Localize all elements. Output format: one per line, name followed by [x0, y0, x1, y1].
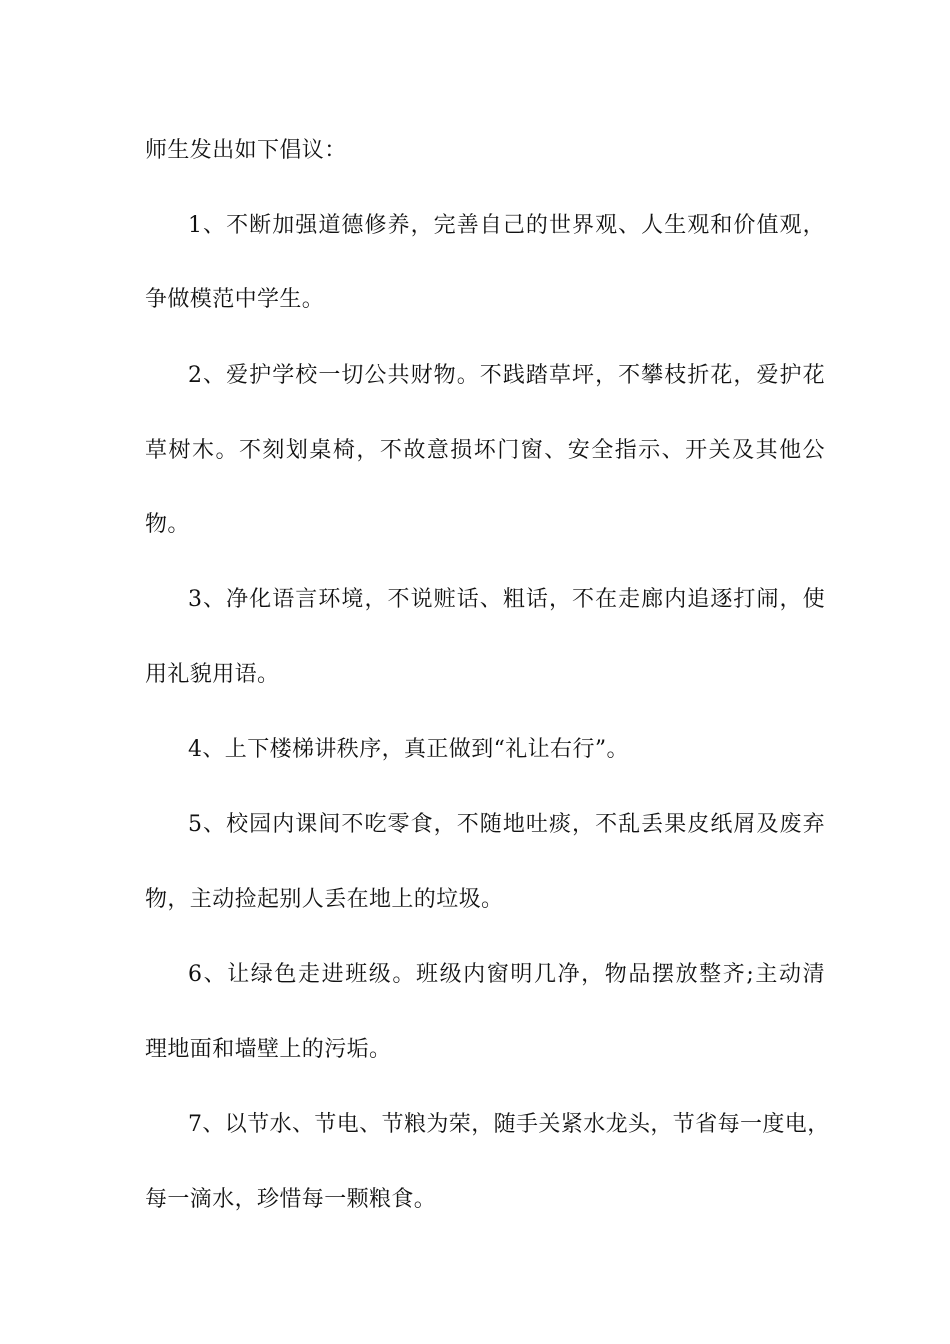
- intro-line: 师生发出如下倡议：: [145, 138, 347, 163]
- item-2-line-1: 2、爱护学校一切公共财物。不践踏草坪，不攀枝折花，爱护花: [188, 363, 825, 388]
- item-2-line-2: 草树木。不刻划桌椅，不故意损坏门窗、安全指示、开关及其他公: [145, 438, 825, 463]
- item-7-line-2: 每一滴水，珍惜每一颗粮食。: [145, 1187, 437, 1212]
- item-3-line-1: 3、净化语言环境，不说赃话、粗话，不在走廊内追逐打闹，使: [188, 587, 825, 612]
- item-1-line-2: 争做模范中学生。: [145, 287, 325, 312]
- item-1-line-1: 1、不断加强道德修养，完善自己的世界观、人生观和价值观，: [188, 213, 825, 238]
- item-6-line-1: 6、让绿色走进班级。班级内窗明几净，物品摆放整齐;主动清: [188, 962, 825, 987]
- item-4-line-1: 4、上下楼梯讲秩序，真正做到“礼让右行”。: [188, 737, 629, 762]
- item-6-line-2: 理地面和墙壁上的污垢。: [145, 1037, 392, 1062]
- item-5-line-1: 5、校园内课间不吃零食，不随地吐痰，不乱丢果皮纸屑及废弃: [188, 812, 825, 837]
- item-7-line-1: 7、以节水、节电、节粮为荣，随手关紧水龙头，节省每一度电，: [188, 1112, 830, 1137]
- item-3-line-2: 用礼貌用语。: [145, 662, 280, 687]
- item-2-line-3: 物。: [145, 512, 190, 537]
- item-5-line-2: 物，主动捡起别人丢在地上的垃圾。: [145, 887, 504, 912]
